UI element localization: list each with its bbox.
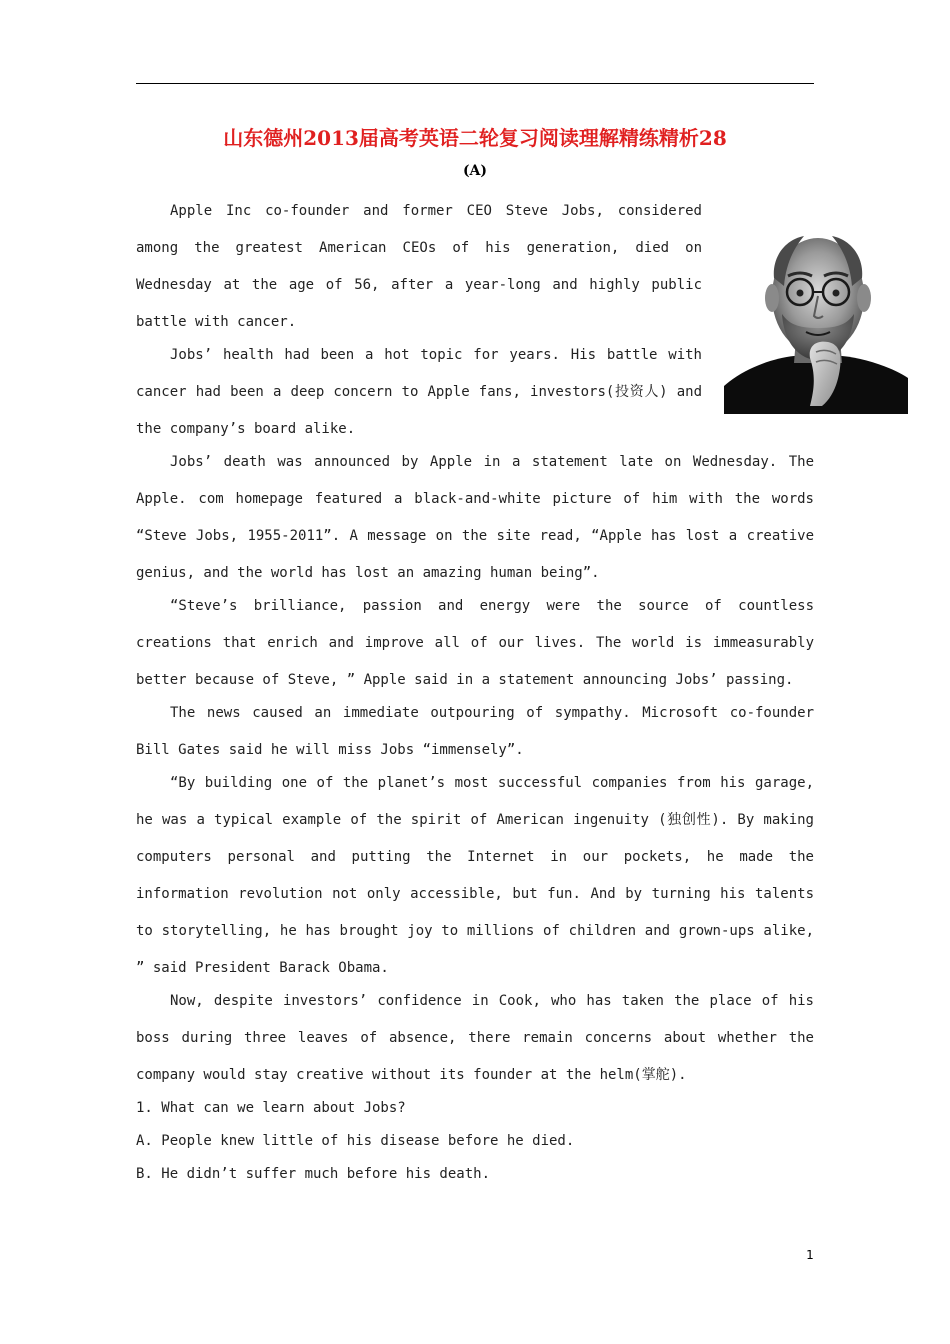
paragraph-3: Jobs’ death was announced by Apple in a statement late on Wednesday. The Apple. com homepage featured a black-and-white picture of him with the words “Steve Jobs, 1955-2011”. A message on the site read, “Apple has lost a creative genius, and the world has lost an amazing human being”. [136, 454, 814, 581]
section-label: (A) [462, 163, 488, 179]
article-body [136, 193, 814, 1189]
question-1-option-b: B. He didn’t suffer much before his death. [136, 1166, 491, 1182]
paragraph-2: Jobs’ health had been a hot topic for years. His battle with cancer had been a deep concern to Apple fans, investors(投资人) and the company’s board alike. [136, 347, 702, 437]
question-1: 1. What can we learn about Jobs? [136, 1100, 406, 1116]
question-1-option-a: A. People knew little of his disease before he died. [136, 1133, 575, 1149]
paragraph-6: “By building one of the planet’s most successful companies from his garage, he was a typical example of the spirit of American ingenuity (独创性). By making computers personal and putting the Internet in our pockets, he made the information revolution not only accessible, but fun. And by turning his talents to storytelling, he has brought joy to millions of children and grown-ups alike, ” said President Barack Obama. [136, 775, 814, 976]
paragraph-5: The news caused an immediate outpouring of sympathy. Microsoft co-founder Bill Gates said he will miss Jobs “immensely”. [136, 705, 814, 758]
header-rule [136, 83, 814, 84]
document-title: 山东德州2013届高考英语二轮复习阅读理解精练精析28 [223, 126, 727, 150]
paragraph-4: “Steve’s brilliance, passion and energy were the source of countless creations that enrich and improve all of our lives. The world is immeasurably better because of Steve, ” Apple said in a statement announcing Jobs’ passing. [136, 598, 814, 688]
paragraph-1: Apple Inc co-founder and former CEO Steve Jobs, considered among the greatest American CEOs of his generation, died on Wednesday at the age of 56, after a year-long and highly public battle with cancer. [136, 203, 702, 330]
page-number: 1 [806, 1248, 814, 1262]
paragraph-7: Now, despite investors’ confidence in Cook, who has taken the place of his boss during three leaves of absence, there remain concerns about whether the company would stay creative without its founder at the helm(掌舵). [136, 993, 814, 1083]
